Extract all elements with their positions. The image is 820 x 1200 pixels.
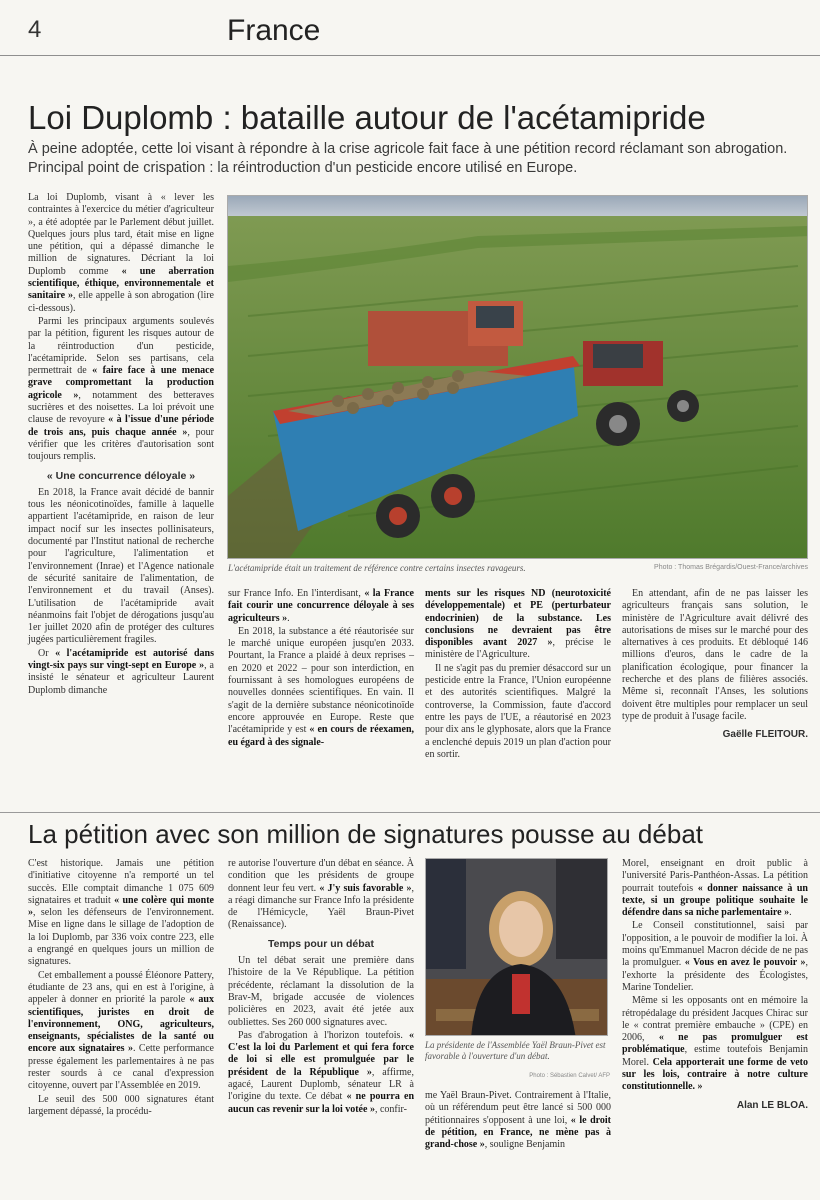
article2-column-4 bbox=[622, 858, 808, 1112]
section-title: France bbox=[227, 14, 321, 47]
article1-col1-paragraph: En 2018, la France avait décidé de bannir tous les néonicotinoïdes, famille à laquelle appartient l'acétamipride, en raison de leur impact nocif sur les insectes pollinisateurs, documenté par l'Institut national de recherche pour l'agriculture, l'alimentation et l'environnement (Inrae) et l'Agence nationale de sécurité sanitaire de l'alimentation, de l'environnement et du travail (Anses). L'utilisation de l'acétamipride avait néanmoins fait l'objet de dérogations jusqu'au 1er juillet 2020 afin de protéger des cultures jugées particulièrement fragiles. bbox=[28, 486, 214, 646]
page-header-bar bbox=[0, 0, 820, 56]
article1-column-2 bbox=[228, 588, 414, 750]
article1-col2-paragraph: sur France Info. En l'interdisant, « la France fait courir une concurrence déloyale à ses agriculteurs ». bbox=[228, 588, 415, 624]
article1-photo-credit: Photo : Thomas Brégardis/Ouest-France/archives bbox=[654, 564, 808, 571]
article2-col3-paragraph: me Yaël Braun-Pivet. Contrairement à l'Italie, où un référendum peut être lancé si 500 000 pétitionnaires s'opposent à une loi, « le droit de pétition, en France, ne mène pas à grand-chose », souligne Benjamin bbox=[425, 1090, 611, 1151]
article2-col1-paragraph: Le seuil des 500 000 signatures étant largement dépassé, la procédu- bbox=[28, 1093, 214, 1117]
article2-headline: La pétition avec son million de signatures pousse au débat bbox=[28, 819, 703, 849]
article2-intertitle: Temps pour un débat bbox=[268, 937, 374, 950]
article2-column-2 bbox=[228, 858, 414, 1117]
article1-column-1 bbox=[28, 192, 214, 698]
page-number: 4 bbox=[28, 16, 42, 43]
article2-col1-paragraph: Cet emballement a poussé Éléonore Pattery, étudiante de 23 ans, qui en est à l'origine, à appeler à donner en priorité la parole « aux scientifiques, juristes en droit de l'environnement, ONG, agriculteurs, enseignants, spécialistes de la santé ou encore aux signataires ». Cette performance presse également les parlementaires à ne pas rester sourds à ce canal d'expression citoyenne, ouvert par l'Assemblée en 2019. bbox=[28, 969, 214, 1092]
article2-signature: Alan LE BLOA. bbox=[736, 1099, 808, 1111]
article1-col1-paragraph: Or « l'acétamipride est autorisé dans vingt-six pays sur vingt-sept en Europe », a insisté le sénateur et agriculteur Laurent Duplomb dimanche bbox=[28, 647, 215, 696]
article2-photo-caption: La présidente de l'Assemblée Yaël Braun-Pivet est favorable à l'ouverture d'un débat. bbox=[425, 1040, 606, 1061]
article2-photo bbox=[425, 858, 608, 1036]
article1-photo bbox=[227, 195, 808, 559]
article1-col1-paragraph: La loi Duplomb, visant à « lever les contraintes à l'exercice du métier d'agriculteur », a été adoptée par le Parlement début juillet. Quelques jours plus tard, était mise en ligne une pétition, qui a dépassé dimanche le million de signatures. Décriant la loi Duplomb comme « une aberration scientifique, éthique, environnementale et sanitaire », elle appelle à son abrogation (lire ci-dessous). bbox=[28, 192, 215, 314]
article1-col3-paragraph: ments sur les risques ND (neurotoxicité développementale) et PE (perturbateur endocrinien) de la substance. Les conclusions ne devraient pas être disponibles avant 2027 », précise le ministère de l'Agriculture. bbox=[425, 588, 611, 661]
article2-column-3 bbox=[425, 1090, 611, 1152]
article2-col2-paragraph: Un tel débat serait une première dans l'histoire de la Ve République. La pétition précédente, réclamant la dissolution de la Brav-M, brigade accusée de violences policières en 2023, avait été jetée aux oubliettes. Ses 260 000 signatures avec. bbox=[228, 955, 414, 1028]
article2-col2-paragraph: re autorise l'ouverture d'un débat en séance. À condition que les présidents de groupe donnent leur feu vert. « J'y suis favorable », a réagi dimanche sur France Info la présidente de l'Hémicycle, Yaël Braun-Pivet (Renaissance). bbox=[228, 858, 414, 931]
article1-col2-paragraph: En 2018, la substance a été réautorisée sur le marché unique européen jusqu'en 2033. Pourtant, la France a plaidé à deux reprises – en 2020 et 2022 – pour son interdiction, en fournissant à ses homologues européens de nouvelles données scientifiques. En vain. Il s'agit de la dernière substance néonicotinoïde encore approuvée en Europe. Reste que l'acétamipride y est « en cours de réexamen, eu égard à des signale- bbox=[228, 625, 415, 748]
article2-col4-paragraph: Morel, enseignant en droit public à l'université Paris-Panthéon-Assas. La pétition pourrait toutefois « donner naissance à un texte, si un groupe politique souhaite le défendre dans sa niche parlementaire ». bbox=[622, 858, 808, 919]
article1-deck: À peine adoptée, cette loi visant à répondre à la crise agricole fait face à une pétition record réclamant son abrogation. Principal point de crispation : la réintroduction d'un pesticide encore utilisé en Europe. bbox=[28, 141, 788, 176]
article2-col4-paragraph: Le Conseil constitutionnel, saisi par l'opposition, a le pouvoir de modifier la loi. À moins qu'Emmanuel Macron décide de ne pas la promulguer. « Vous en avez le pouvoir », l'exhorte la présidente des Écologistes, Marine Tondelier. bbox=[622, 920, 808, 993]
article1-col4-paragraph: En attendant, afin de ne pas laisser les agriculteurs français sans solution, le ministère de l'Agriculture avait délivré des autorisations de mises sur le marché pour des alternatives à ces produits. Et débloqué 146 millions d'euros, dans le cadre de la planification écologique, pour financer la recherche et des plans de filières associés. Même si, reconnaît l'Anses, les solutions doivent être multiples pour remplacer un seul type de produit à l'usage facile. bbox=[622, 588, 808, 722]
article1-headline: Loi Duplomb : bataille autour de l'acétamipride bbox=[28, 99, 706, 136]
article1-signature: Gaëlle FLEITOUR. bbox=[722, 729, 808, 741]
article1-intertitle: « Une concurrence déloyale » bbox=[46, 469, 196, 482]
article1-col1-paragraph: Parmi les principaux arguments soulevés par la pétition, figurent les risques autour de la réintroduction d'un pesticide, l'acétamipride. Selon ses partisans, cela permettrait de « faire face à une menace grave compromettant la production agricole », notamment des betteraves sucrières et des noisettes. La loi prévoit une clause de revoyure « à l'issue d'une période de trois ans, puis chaque année », pour vérifier que les critères d'autorisation sont toujours remplis. bbox=[28, 315, 215, 463]
beet-harvest-image bbox=[228, 196, 808, 559]
article-divider bbox=[0, 812, 820, 813]
article2-col1-paragraph: C'est historique. Jamais une pétition d'initiative citoyenne n'a remporté un tel succès. Elle comptait dimanche 1 075 609 signataires et traduit « une colère qui monte », selon les défenseurs de l'environnement. Mise en ligne dans le sillage de l'adoption de la loi Duplomb, par 336 voix contre 223, elle a engrangé en quelques jours un million de signatures. bbox=[28, 858, 214, 968]
article2-col2-paragraph: Pas d'abrogation à l'horizon toutefois. « C'est la loi du Parlement et qui fera force de loi si elle est promulguée par le président de la République », affirme, agacé, Laurent Duplomb, sénateur LR à l'origine du texte. Ce débat « ne pourra en aucun cas revenir sur la loi votée », confir- bbox=[228, 1029, 415, 1115]
article1-column-4 bbox=[622, 588, 808, 742]
portrait-image bbox=[426, 859, 608, 1036]
article1-col3-paragraph: Il ne s'agit pas du premier désaccord sur un pesticide entre la France, l'Union européenne et des autorités scientifiques. Malgré la controverse, la Commission, faute d'accord entre les pays de l'UE, a réautorisé en 2023 pour dix ans le glyphosate, alors que la France a enclenché depuis 2019 un plan d'action pour en sortir. bbox=[425, 662, 611, 760]
article1-photo-caption: L'acétamipride était un traitement de référence contre certains insectes ravageurs. bbox=[228, 563, 526, 573]
article2-column-1 bbox=[28, 858, 214, 1119]
article2-photo-credit: Photo : Sébastien Calvet/ AFP bbox=[529, 1073, 610, 1079]
article1-column-3 bbox=[425, 588, 611, 762]
article2-col4-paragraph: Même si les opposants ont en mémoire la rétropédalage du président Jacques Chirac sur le « contrat première embauche » (CPE) en 2006, « ne pas promulguer est problématique, estime toutefois Benjamin Morel. Cela apporterait une forme de veto sur les lois, contraire à notre culture constitutionnelle. » bbox=[622, 995, 809, 1093]
